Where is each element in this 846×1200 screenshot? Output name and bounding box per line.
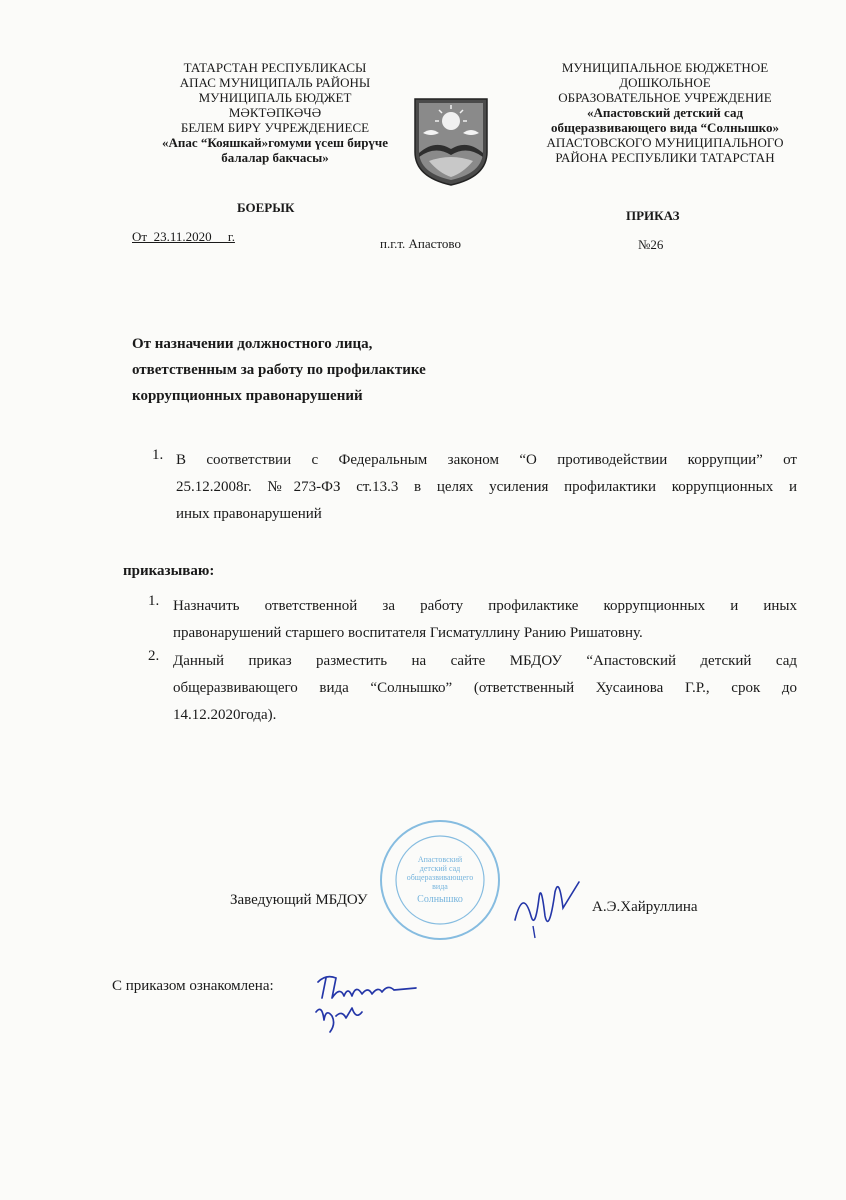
header-left-line: МУНИЦИПАЛЬ БЮДЖЕТ — [198, 90, 352, 105]
header-left-line: АПАС МУНИЦИПАЛЬ РАЙОНЫ — [179, 75, 371, 90]
order-label-russian: ПРИКАЗ — [626, 208, 680, 223]
order-title-line: ответственным за работу по профилактике — [132, 362, 426, 378]
signatory-name: А.Э.Хайруллина — [592, 899, 698, 915]
organization-stamp — [378, 818, 502, 942]
stamp-name: Солнышко — [417, 894, 463, 905]
acknowledgment-signature — [310, 968, 430, 1050]
director-signature — [505, 868, 585, 940]
stamp-line: Апастовский — [417, 855, 463, 864]
order-date: От 23.11.2020 г. — [132, 229, 235, 244]
preamble-line: 25.12.2008г. №273-ФЗ ст.13.3 в целях усиления профилактики коррупционных и — [176, 479, 797, 495]
order-word: приказываю: — [123, 563, 215, 579]
order-number: №26 — [638, 237, 664, 252]
preamble-number: 1. — [152, 447, 164, 463]
coat-of-arms-emblem — [413, 97, 489, 187]
header-right-line: ОБРАЗОВАТЕЛЬНОЕ УЧРЕЖДЕНИЕ — [558, 90, 772, 105]
header-right-line: АПАСТОВСКОГО МУНИЦИПАЛЬНОГО — [546, 135, 784, 150]
preamble-line: В соответствии с Федеральным законом “О противодействии коррупции” от — [176, 452, 797, 468]
preamble-paragraph — [152, 447, 797, 528]
header-right-line: ДОШКОЛЬНОЕ — [619, 75, 711, 90]
order-item-line: Данный приказ разместить на сайте МБДОУ “Апастовский детский сад — [173, 653, 797, 669]
header-left-line: балалар бакчасы» — [221, 150, 329, 165]
header-right-line: общеразвивающего вида “Солнышко» — [550, 120, 780, 135]
order-label-tatar: БОЕРЫК — [237, 200, 295, 215]
header-right-line: РАЙОНА РЕСПУБЛИКИ ТАТАРСТАН — [555, 150, 775, 165]
header-left-line: МӘКТӘПКӘЧӘ — [228, 105, 322, 120]
header-left-line: «Апас “Кояшкай»гомуми үсеш бирүче — [161, 135, 389, 150]
acknowledgment-label: С приказом ознакомлена: — [112, 978, 274, 994]
header-right-line: МУНИЦИПАЛЬНОЕ БЮДЖЕТНОЕ — [561, 60, 769, 75]
signatory-position: Заведующий МБДОУ — [230, 892, 368, 908]
order-title-line: От назначении должностного лица, — [132, 336, 373, 352]
order-item-line: общеразвивающего вида “Солнышко” (ответственный Хусаинова Г.Р., срок до — [173, 680, 797, 696]
order-item-line: 14.12.2020года). — [173, 707, 277, 723]
preamble-line: иных правонарушений — [176, 506, 322, 522]
order-item-number: 2. — [148, 648, 160, 664]
header-left-tatar — [125, 60, 425, 165]
header-right-line: «Апастовский детский сад — [586, 105, 744, 120]
order-item-1 — [148, 593, 797, 647]
order-place: п.г.т. Апастово — [380, 236, 461, 251]
stamp-line: детский сад — [419, 864, 461, 873]
order-title — [132, 331, 426, 409]
order-item-line: Назначить ответственной за работу профилактике коррупционных и иных — [173, 598, 797, 614]
header-left-line: ТАТАРСТАН РЕСПУБЛИКАСЫ — [183, 60, 367, 75]
order-item-number: 1. — [148, 593, 160, 609]
order-item-line: правонарушений старшего воспитателя Гисматуллину Ранию Ришатовну. — [173, 625, 643, 641]
stamp-line: вида — [432, 882, 448, 891]
header-left-line: БЕЛЕМ БИРҮ УЧРЕЖДЕНИЕСЕ — [180, 120, 370, 135]
order-title-line: коррупционных правонарушений — [132, 388, 363, 404]
order-item-2 — [148, 648, 797, 729]
header-right-russian — [500, 60, 830, 165]
stamp-line: общеразвивающего — [406, 873, 474, 882]
